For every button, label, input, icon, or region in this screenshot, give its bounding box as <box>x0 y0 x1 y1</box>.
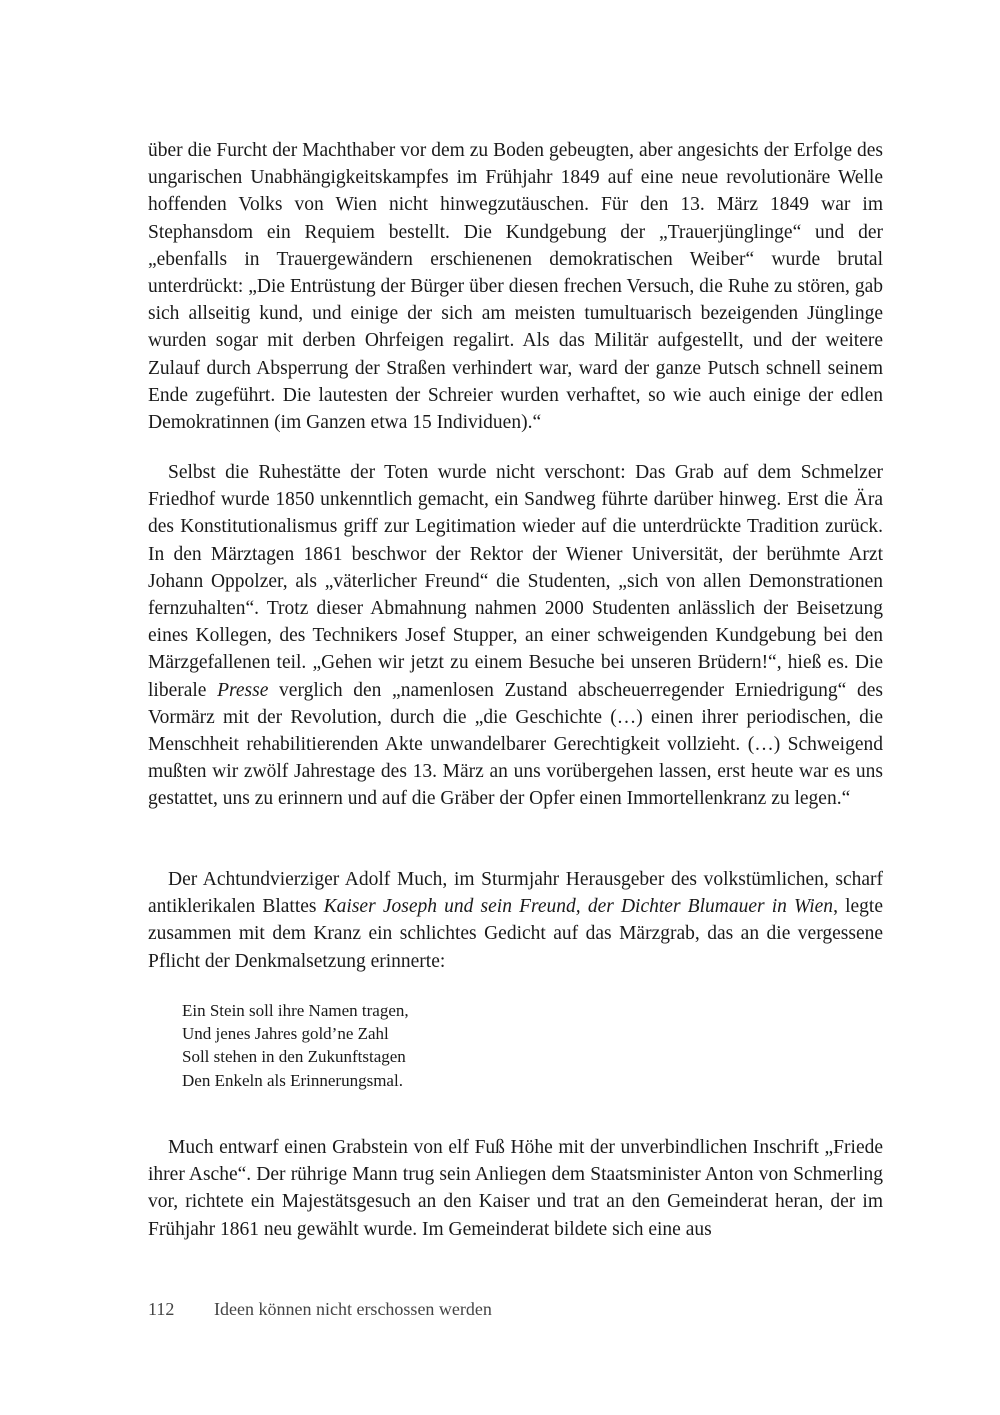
paragraph-2 <box>148 459 883 813</box>
paragraph-1-text: über die Furcht der Machthaber vor dem zu Boden gebeugten, aber angesichts der Erfolge des ungarischen Unabhängigkeitskampfes im Frühjahr 1849 auf eine neue revolutionäre Welle hoffenden Volks von Wien nicht hinwegzutäuschen. Für den 13. März 1849 war im Stephansdom ein Requiem bestellt. Die Kundgebung der „Trauerjünglinge“ und der „ebenfalls in Trauergewändern erschienenen demokratischen Weiber“ wurde brutal unterdrückt: „Die Entrüstung der Bürger über diesen frechen Versuch, die Ruhe zu stören, gab sich allseitig kund, und einige der sich am meisten tumultuarisch bezeigenden Jünglinge wurden sogar mit derben Ohrfeigen regalirt. Als das Militär aufgestellt, und der weitere Zulauf durch Absperrung der Straßen verhindert war, ward der ganze Putsch schnell seinem Ende zugeführt. Die lautesten der Schreier wurden verhaftet, so wie auch einige der edlen Demokratinnen (im Ganzen etwa 15 Individuen).“ <box>148 140 883 434</box>
running-title: Ideen können nicht erschossen werden <box>214 1299 492 1319</box>
paragraph-3-text <box>148 866 883 975</box>
paragraph-2-text <box>148 459 883 813</box>
paragraph-2-part-b: verglich den „namenlosen Zustand abscheuerregender Erniedrigung“ des Vormärz mit der Revolution, durch die „die Geschichte (…) einen ihrer periodischen, die Menschheit rehabilitierenden Akte unwandelbarer Gerechtigkeit vollzieht. (…) Schweigend mußten wir zwölf Jahrestage des 13. März an uns vorübergehen lassen, erst heute war es uns gestattet, uns zu erinnern und auf die Gräber der Opfer einen Immortellenkranz zu legen.“ <box>148 679 883 810</box>
page-number: 112 <box>148 1299 175 1319</box>
poem-line: Und jenes Jahres gold’ne Zahl <box>182 1024 389 1044</box>
paragraph-2-part-a: Selbst die Ruhestätte der Toten wurde nicht verschont: Das Grab auf dem Schmelzer Friedhof wurde 1850 unkenntlich gemacht, ein Sandweg führte darüber hinweg. Erst die Ära des Konstitutionalismus griff zur Legitimation wieder auf die unterdrückte Tradition zurück. In den Märztagen 1861 beschwor der Rektor der Wiener Universität, der berühmte Arzt Johann Oppolzer, als „väterlicher Freund“ die Studenten, „sich von allen Demonstrationen fernzuhalten“. Trotz dieser Abmahnung nahmen 2000 Studenten anlässlich der Beisetzung eines Kollegen, des Technikers Josef Stupper, an einer schweigenden Kundgebung bei den Märzgefallenen teil. „Gehen wir jetzt zu einem Besuche bei unseren Brüdern!“, hieß es. Die liberale <box>148 462 883 701</box>
page-footer <box>148 1299 492 1320</box>
poem-quote <box>182 999 409 1092</box>
paragraph-3-italic-title: Kaiser Joseph und sein Freund, der Dichter Blumauer in Wien <box>323 896 834 918</box>
paragraph-1 <box>148 137 883 436</box>
paragraph-2-italic-title: Presse <box>217 679 269 701</box>
paragraph-4-text: Much entwarf einen Grabstein von elf Fuß Höhe mit der unverbindlichen Inschrift „Friede ihrer Asche“. Der rührige Mann trug sein Anliegen dem Staatsminister Anton von Schmerling vor, richtete ein Majestätsgesuch an den Kaiser und trat an den Gemeinderat heran, der im Frühjahr 1861 neu gewählt wurde. Im Gemeinderat bildete sich eine aus <box>148 1137 883 1240</box>
paragraph-4 <box>148 1134 883 1243</box>
poem-line: Soll stehen in den Zukunftstagen <box>182 1047 406 1067</box>
poem-line: Ein Stein soll ihre Namen tragen, <box>182 1001 409 1020</box>
paragraph-3 <box>148 866 883 975</box>
poem-line: Den Enkeln als Erinnerungsmal. <box>182 1070 403 1090</box>
paragraph-3-part-a: Der Achtundvierziger Adolf Much, im Sturmjahr Herausgeber des volkstümlichen, scharf antiklerikalen Blattes <box>148 869 883 918</box>
paragraph-3-part-b: , legte zusammen mit dem Kranz ein schlichtes Gedicht auf das Märzgrab, das an die vergessene Pflicht der Denkmalsetzung erinnerte: <box>148 896 883 972</box>
